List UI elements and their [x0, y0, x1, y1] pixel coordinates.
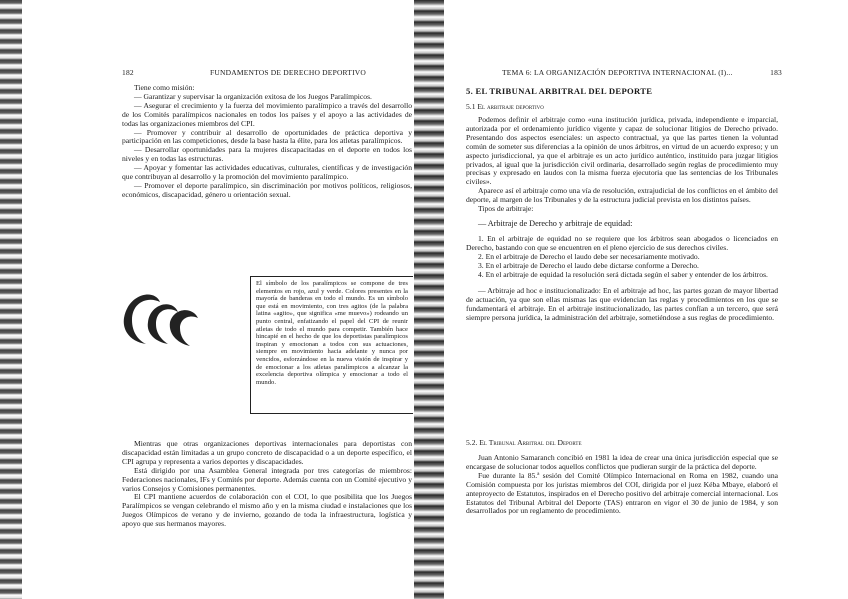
cpi-paragraphs	[122, 440, 412, 529]
page-number: 182	[122, 68, 134, 77]
types-label: Tipos de arbitraje:	[478, 204, 534, 214]
paragraph: Está dirigido por una Asamblea General integrada por tres categorías de miembros: Federaciones nacionales, IFs y Comités por deporte. Además cuenta con un Comité ejecutivo y varios Consejos y Comisiones permanentes.	[122, 465, 412, 493]
list-item: — Apoyar y fomentar las actividades educativas, culturales, científicas y de investigación que contribuyan al desarrollo y la promoción del movimiento paralímpico.	[122, 163, 412, 182]
list-item: 4. En el arbitraje de equidad la resolución será dictada según el saber y entender de los árbitros.	[478, 269, 768, 279]
spiral-binding-center	[414, 0, 444, 599]
paralympic-agitos-logo	[118, 282, 202, 354]
subsection-title: 5.1 El arbitraje deportivo	[466, 102, 544, 111]
tas-text	[466, 454, 778, 516]
list-item: — Desarrollar oportunidades para la mujeres discapacitadas en el deporte en todos los niveles y en todas las estructuras.	[122, 145, 412, 164]
paragraph: Podemos definir el arbitraje como «una institución jurídica, privada, independiente e imparcial, autorizada por el ordenamiento jurídico vigente y capaz de solucionar litigios de Derecho privado. Presentando dos aspectos esenciales: un aspecto contractual, ya que las partes tienen la voluntad común de someter sus diferencias a la opinión de unos árbitros, en virtud de un acuerdo expreso; y un aspecto jurisdiccional, ya que el arbitraje es un acto jurídico auténtico, instituido para juzgar litigios privados, al igual que la jurisdicción civil ordinaria, desarrollado según reglas de procedimiento muy precisas y expresado en laudos con la misma fuerza ejecutoria que las sentencias de los Tribunales civiles».	[466, 115, 778, 187]
list-item: 2. En el arbitraje de Derecho el laudo debe ser necesariamente motivado.	[478, 251, 700, 261]
logo-description-box	[250, 276, 413, 414]
box-text: El símbolo de los paralímpicos se compone de tres elementos en rojo, azul y verde. Colores presentes en la mayoría de banderas en todo el mundo. Es un símbolo que está en movimiento, con tres agitos (de la palabra latina «agito», que significa «me muevo») rodeando un punto central, enfatizando el papel del CPI de reunir atletas de todo el mundo para competir. También hace hincapié en el hecho de que los deportistas paralímpicos inspiran y emocionan a todos con sus actuaciones, siempre en movimiento hacia adelante y nunca por vencidos, esforzándose en la nueva visión de inspirar y de emocionar a los atletas paralímpicos a alcanzar la excelencia deportiva olímpica y emocionar a todo el mundo.	[256, 280, 408, 386]
paragraph: Mientras que otras organizaciones deportivas internacionales para deportistas con discapacidad están limitadas a un grupo concreto de discapacidad o a un deporte específico, el CPI agrupa y representa a varios deportes y discapacidades.	[122, 439, 412, 466]
arbitration-text	[466, 116, 778, 323]
paragraph: Juan Antonio Samaranch concibió en 1981 la idea de crear una única jurisdicción especial que se encargase de solucionar todos aquellos conflictos que pudieran surgir de la práctica del deporte.	[466, 453, 778, 471]
list-item: — Promover y contribuir al desarrollo de oportunidades de práctica deportiva y participación en las competiciones, desde la base hasta la élite, para los atletas paralímpicos.	[122, 127, 412, 146]
list-item: — Promover el deporte paralímpico, sin discriminación por motivos políticos, religiosos, económicos, discapacidad, género u orientación sexual.	[122, 180, 412, 199]
section-title: 5. EL TRIBUNAL ARBITRAL DEL DEPORTE	[466, 86, 653, 96]
running-head-title: FUNDAMENTOS DE DERECHO DEPORTIVO	[210, 68, 367, 77]
list-item: 1. En el arbitraje de equidad no se requiere que los árbitros sean abogados o licenciados en Derecho, bastando con que se encuentren en el pleno ejercicio de sus derechos civiles.	[466, 233, 778, 252]
running-head-title: TEMA 6: LA ORGANIZACIÓN DEPORTIVA INTERNACIONAL (I)...	[502, 68, 733, 77]
spiral-binding-left	[0, 0, 22, 599]
page-number: 183	[770, 68, 782, 77]
paragraph: Aparece así el arbitraje como una vía de resolución, extrajudicial de los conflictos en el ámbito del deporte, al margen de los Tribunales y de la estructura judicial prevista en los distintos países.	[466, 186, 778, 205]
list-item: 3. En el arbitraje de Derecho el laudo debe dictarse conforme a Derecho.	[478, 260, 699, 270]
list-item: — Garantizar y supervisar la organización exitosa de los Juegos Paralímpicos.	[134, 91, 372, 101]
intro-text: Tiene como misión:	[134, 83, 195, 92]
left-page	[100, 0, 413, 599]
type-a-heading: — Arbitraje de Derecho y arbitraje de equidad:	[478, 218, 633, 228]
mission-list	[122, 84, 412, 200]
right-page	[462, 0, 782, 599]
paragraph: El CPI mantiene acuerdos de colaboración con el COI, lo que posibilita que los Juegos Paralímpicos se vengan celebrando el mismo año y en la misma ciudad e instalaciones que los Juegos Olímpicos de verano y de invierno, gozando de toda la infraestructura, logística y apoyo que sus hermanos mayores.	[122, 492, 412, 529]
paragraph: Fue durante la 85.ª sesión del Comité Olímpico Internacional en Roma en 1982, cuando una Comisión compuesta por los juristas miembros del COI, dirigida por el juez Kéba Mbaye, elaboró el anteproyecto de Estatutos, inspirados en el Derecho positivo del arbitraje comercial internacional. Los Estatutos del Tribunal Arbitral del Deporte (TAS) entraron en vigor el 30 de junio de 1984, y son desarrollados por un reglamento de procedimiento.	[466, 470, 778, 516]
subsection-title: 5.2. El Tribunal Arbitral del Deporte	[466, 438, 582, 447]
list-item: — Asegurar el crecimiento y la fuerza del movimiento paralímpico a través del desarrollo de los Comités paralímpicos nacionales en todos los países y el apoyo a las actividades de todas las organizaciones miembros del CPI.	[122, 100, 412, 128]
type-b-paragraph: — Arbitraje ad hoc e institucionalizado: En el arbitraje ad hoc, las partes gozan de mayor libertad de actuación, ya que son ellas mismas las que evidencian las reglas y procedimientos en los que se fundamentará el arbitraje. En el arbitraje institucionalizado, las partes confían a un tercero, que será siempre persona jurídica, la administración del arbitraje, sometiéndose a sus reglas de procedimiento.	[466, 286, 778, 323]
